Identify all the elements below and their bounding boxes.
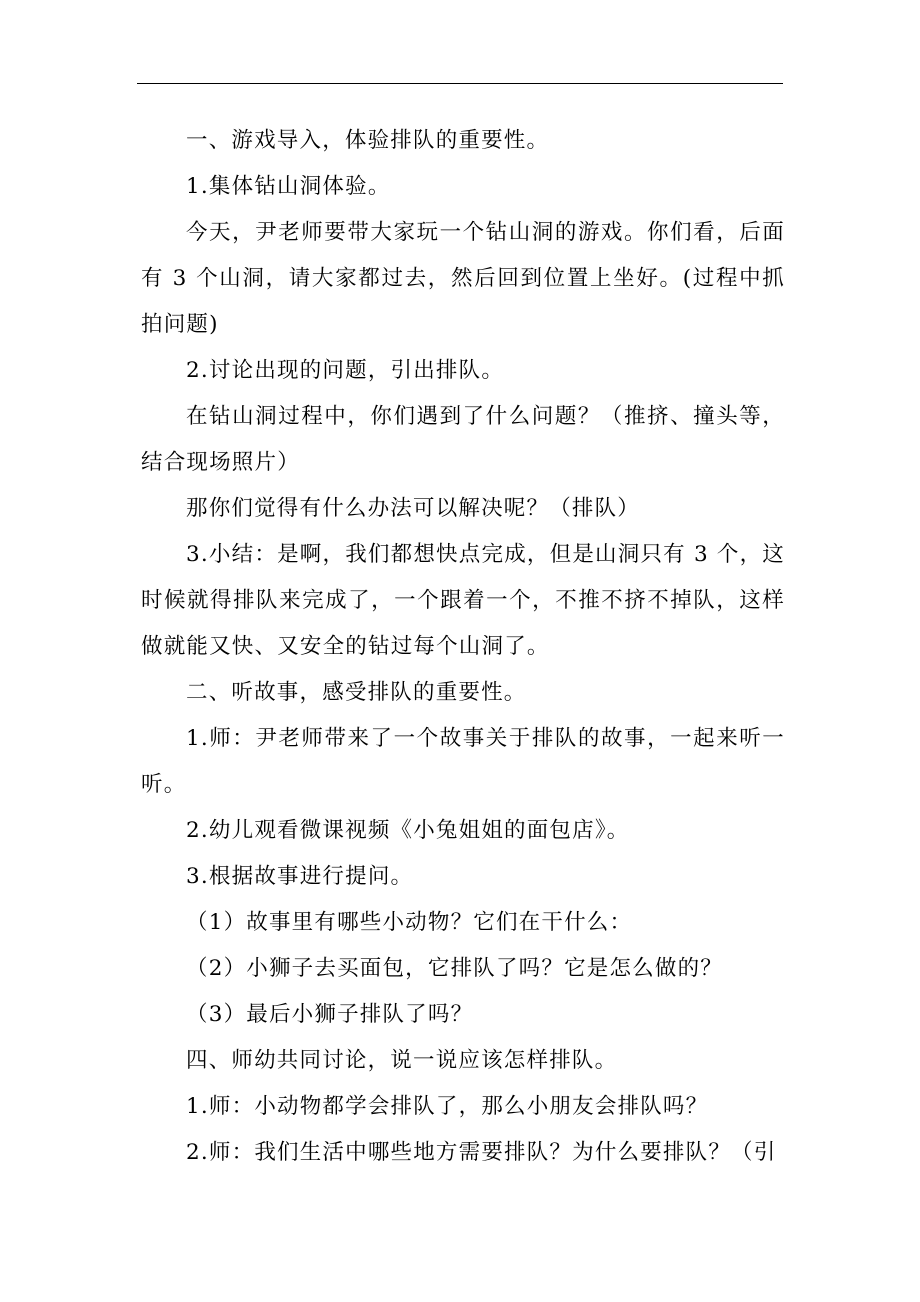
heading-section-2: 二、听故事，感受排队的重要性。 bbox=[186, 680, 527, 705]
paragraph-intro: 今天，尹老师要带大家玩一个钻山洞的游戏。你们看，后面有 3 个山洞，请大家都过去，然后回到位置上坐好。(过程中抓拍问题) bbox=[141, 220, 785, 337]
paragraph-teacher-1: 1.师：小动物都学会排队了，那么小朋友会排队吗？ bbox=[186, 1094, 709, 1119]
question-2: （2）小狮子去买面包，它排队了吗？它是怎么做的？ bbox=[186, 956, 723, 981]
heading-section-4: 四、师幼共同讨论，说一说应该怎样排队。 bbox=[186, 1048, 618, 1073]
paragraph-questions-title: 3.根据故事进行提问。 bbox=[186, 864, 414, 889]
paragraph-question-solution: 那你们觉得有什么办法可以解决呢？（排队） bbox=[186, 496, 641, 521]
step-1-title: 1.集体钻山洞体验。 bbox=[186, 174, 391, 199]
paragraph-question-problem: 在钻山洞过程中，你们遇到了什么问题？（推挤、撞头等，结合现场照片） bbox=[141, 404, 785, 475]
question-3: （3）最后小狮子排队了吗？ bbox=[186, 1002, 474, 1027]
header-rule bbox=[137, 83, 783, 84]
paragraph-video: 2.幼儿观看微课视频《小兔姐姐的面包店》。 bbox=[186, 818, 630, 843]
step-2-title: 2.讨论出现的问题，引出排队。 bbox=[186, 358, 505, 383]
document-body bbox=[141, 118, 785, 1176]
paragraph-summary: 3.小结：是啊，我们都想快点完成，但是山洞只有 3 个，这时候就得排队来完成了，一个跟着一个，不推不挤不掉队，这样做就能又快、又安全的钻过每个山洞了。 bbox=[141, 542, 785, 659]
heading-section-1: 一、游戏导入，体验排队的重要性。 bbox=[186, 128, 550, 153]
paragraph-teacher-2: 2.师：我们生活中哪些地方需要排队？为什么要排队？（引 bbox=[186, 1140, 777, 1165]
paragraph-story-intro: 1.师：尹老师带来了一个故事关于排队的故事，一起来听一听。 bbox=[141, 726, 785, 797]
question-1: （1）故事里有哪些小动物？它们在干什么： bbox=[186, 910, 633, 935]
